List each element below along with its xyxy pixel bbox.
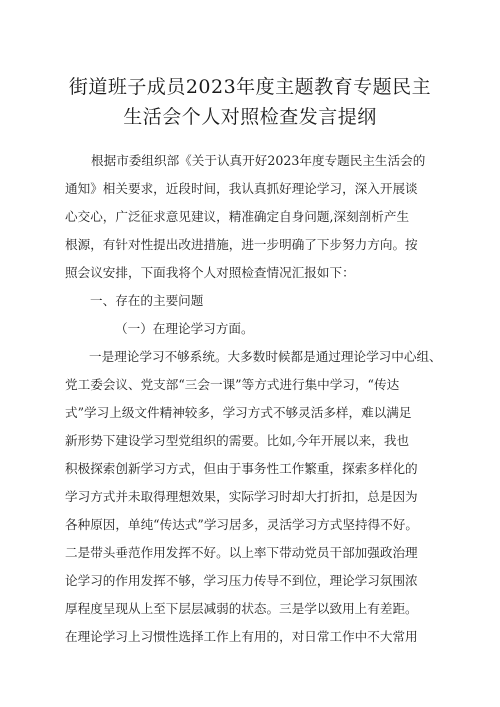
document-title: [60, 72, 440, 132]
paragraph-line: 学习方式并未取得理想效果，实际学习时却大打折扣，总是因为: [65, 489, 418, 504]
subsection-heading: （一）在理论学习方面。: [115, 321, 254, 336]
paragraph-line: 论学习的作用发挥不够，学习压力传导不到位，理论学习氛围浓: [65, 573, 418, 588]
paragraph-line: 厚程度呈现从上至下层层减弱的状态。三是学以致用上有差距。: [65, 601, 418, 616]
paragraph-line: 根源，有针对性提出改进措施，进一步明确了下步努力方向。按: [65, 237, 418, 252]
paragraph-line: 一是理论学习不够系统。大多数时候都是通过理论学习中心组、: [89, 349, 442, 364]
section-heading: 一、存在的主要问题: [90, 293, 204, 308]
paragraph-line: 根据市委组织部《关于认真开好2023年度专题民主生活会的: [91, 153, 426, 168]
paragraph-line: 新形势下建设学习型党组织的需要。比如,今年开展以来，我也: [65, 433, 410, 448]
paragraph-line: 在理论学习上习惯性选择工作上有用的，对日常工作中不大常用: [65, 629, 418, 644]
paragraph-line: 通知》相关要求，近段时间，我认真抓好理论学习，深入开展谈: [65, 181, 418, 196]
paragraph-line: 各种原因，单纯“传达式”学习居多，灵活学习方式坚持得不好。: [65, 517, 418, 532]
paragraph-line: 心交心，广泛征求意见建议，精准确定自身问题,深刻剖析产生: [65, 209, 410, 224]
paragraph-line: 党工委会议、党支部“三会一课”等方式进行集中学习，“传达: [65, 377, 400, 392]
title-line-1: 街道班子成员2023年度主题教育专题民主: [68, 76, 432, 98]
paragraph-line: 式”学习上级文件精神较多，学习方式不够灵活多样，难以满足: [65, 405, 412, 420]
paragraph-line: 二是带头垂范作用发挥不好。以上率下带动党员干部加强政治理: [65, 545, 418, 560]
paragraph-line: 积极探索创新学习方式，但由于事务性工作繁重，探索多样化的: [65, 461, 418, 476]
paragraph-line: 照会议安排，下面我将个人对照检查情况汇报如下：: [65, 265, 355, 280]
title-line-2: 生活会个人对照检查发言提纲: [123, 106, 377, 128]
